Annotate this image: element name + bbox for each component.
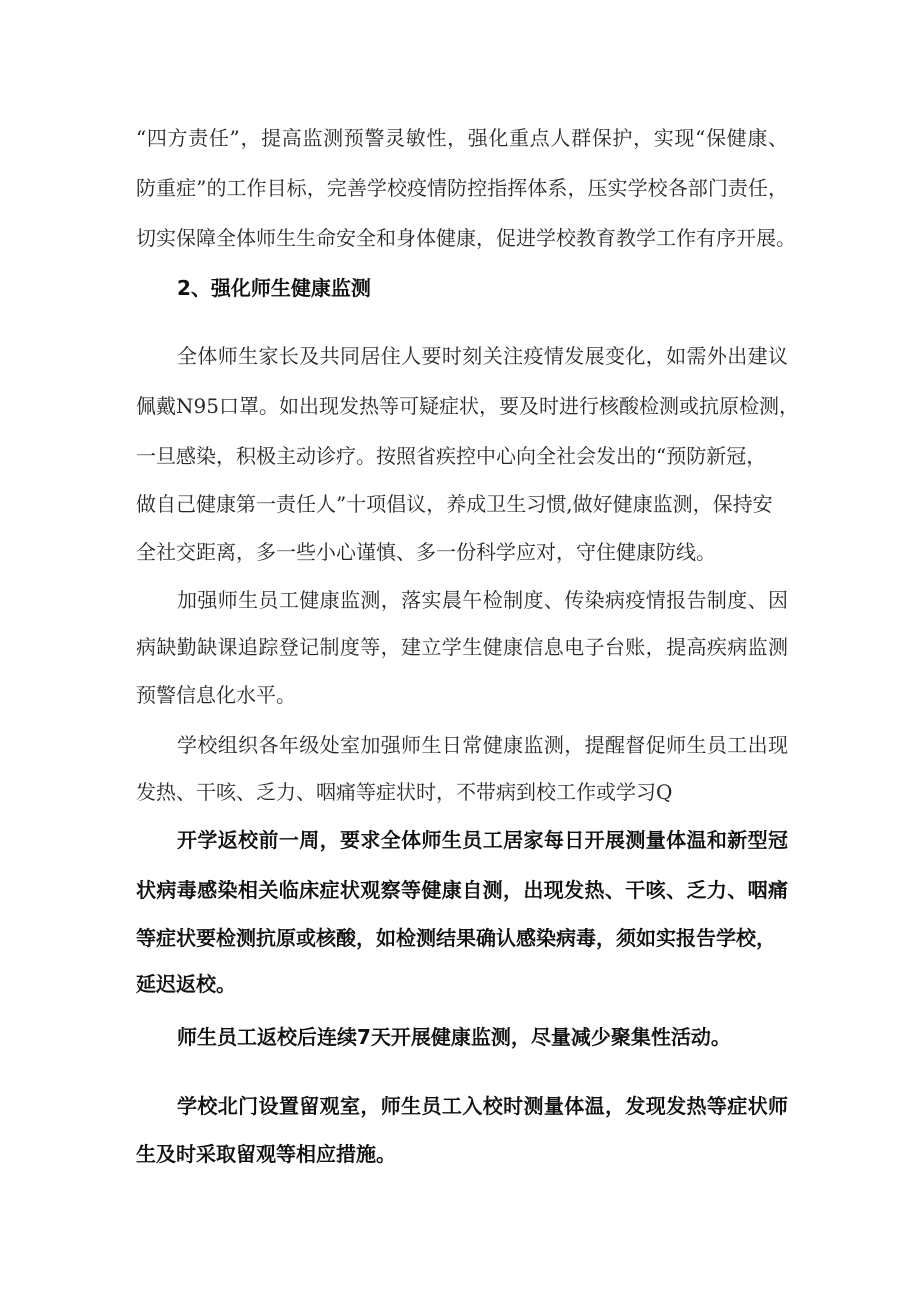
paragraph1-line-2: 佩戴N95口罩。如出现发热等可疑症状，要及时进行核酸检测或抗原检测，: [136, 394, 799, 418]
paragraph2-line-3: 预警信息化水平。: [136, 683, 296, 707]
paragraph4-line-3: 等症状要检测抗原或核酸，如检测结果确认感染病毒，须如实报告学校，: [136, 926, 776, 950]
paragraph1-line-1: 全体师生家长及共同居住人要时刻关注疫情发展变化，如需外出建议: [177, 344, 788, 368]
paragraph6-line-1: 学校北门设置留观室，师生员工入校时测量体温，发现发热等症状师: [177, 1094, 788, 1118]
paragraph2-line-2: 病缺勤缺课追踪登记制度等，建立学生健康信息电子台账，提高疾病监测: [136, 635, 788, 659]
paragraph1-line-5: 全社交距离，多一些小心谨慎、多一份科学应对，守住健康防线。: [136, 540, 716, 564]
paragraph2-line-1: 加强师生员工健康监测，落实晨午检制度、传染病疫情报告制度、因: [177, 588, 788, 612]
paragraph4-line-1: 开学返校前一周，要求全体师生员工居家每日开展测量体温和新型冠: [177, 828, 788, 852]
intro-line-1: “四方责任”，提高监测预警灵敏性，强化重点人群保护，实现“保健康、: [136, 126, 788, 150]
paragraph1-line-3: 一旦感染，积极主动诊疗。按照省疾控中心向全社会发出的“预防新冠，: [136, 444, 767, 468]
paragraph3-line-1: 学校组织各年级处室加强师生日常健康监测，提醒督促师生员工出现: [177, 733, 788, 757]
section-heading: 2、强化师生健康监测: [177, 276, 371, 300]
paragraph3-line-2: 发热、干咳、乏力、咽痛等症状时，不带病到校工作或学习Q: [136, 780, 673, 804]
paragraph5-line-1: 师生员工返校后连续7天开展健康监测，尽量减少聚集性活动。: [177, 1025, 731, 1049]
intro-line-3: 切实保障全体师生生命安全和身体健康，促进学校教育教学工作有序开展。: [136, 226, 796, 250]
paragraph4-line-2: 状病毒感染相关临床症状观察等健康自测，出现发热、干咳、乏力、咽痛: [136, 878, 788, 902]
paragraph4-line-4: 延迟返校。: [136, 972, 236, 996]
paragraph6-line-2: 生及时采取留观等相应措施。: [136, 1142, 396, 1166]
paragraph1-line-4: 做自己健康第一责任人”十项倡议，养成卫生习惯,做好健康监测，保持安: [136, 492, 773, 516]
intro-line-2: 防重症”的工作目标，完善学校疫情防控指挥体系，压实学校各部门责任，: [136, 176, 788, 200]
